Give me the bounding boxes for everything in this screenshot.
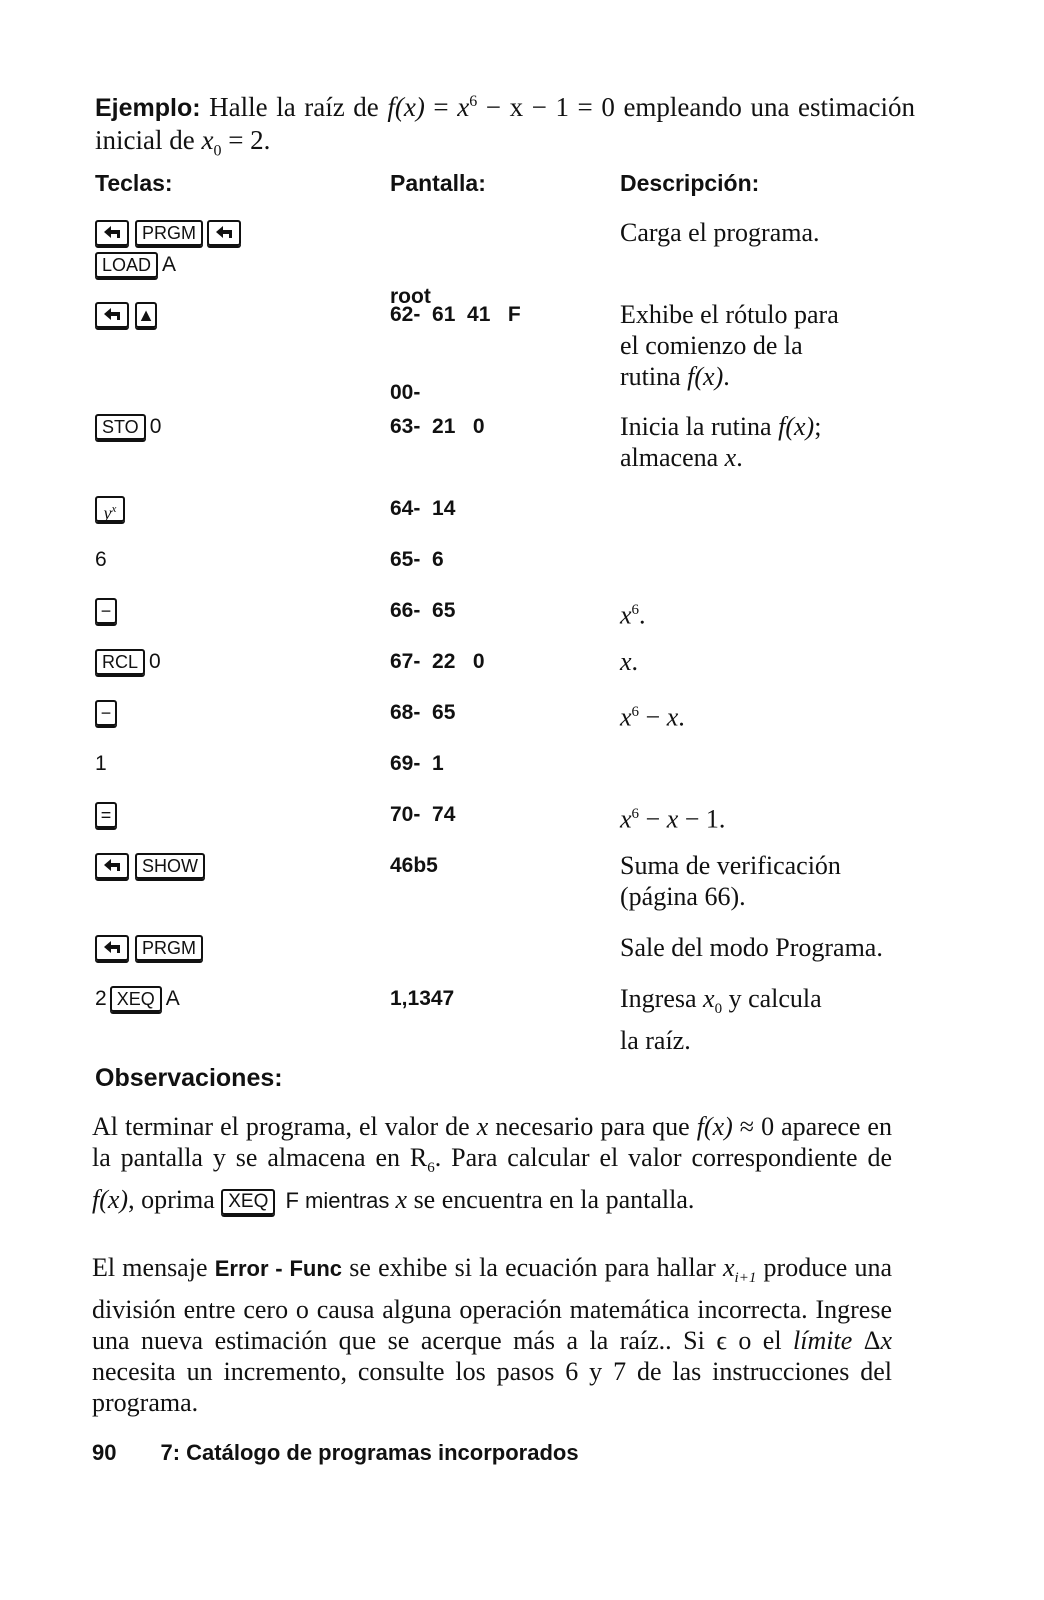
- observations-paragraph-2: El mensaje Error - Func se exhibe si la ecuación para hallar $x_{i+1}$ produce una división entre cero o causa alguna operación matemática incorrecta. Ingrese una nueva estimación que se acerque más a la raíz.. Si ϵ o el límite Δx necesita un incremento, consulte los pasos 6 y 7 de las instrucciones del programa.: [92, 1253, 893, 1418]
- keys-cell: 2 XEQ A: [95, 983, 180, 1015]
- keys-cell: [95, 932, 207, 964]
- display-cell: 46b5: [390, 854, 438, 877]
- observations-paragraph-1: Al terminar el programa, el valor de x necesario para que f(x) ≈ 0 aparece en la pantalla y se almacena en $R_6$. Para calcular el valor correspondiente de f(x), oprima XEQ F mientras x se encuentra en la pantalla.: [92, 1112, 892, 1215]
- description-cell: Sale del modo Programa.: [620, 933, 883, 962]
- keys-cell: [95, 595, 121, 627]
- description-cell: Suma de verificación (página 66).: [620, 851, 841, 911]
- description-cell: $x^6 - x - 1$.: [620, 804, 726, 834]
- keys-cell: PRGM LOAD A: [95, 217, 247, 281]
- shift-left-key-icon: [207, 220, 241, 246]
- display-cell: root 00-: [390, 285, 431, 404]
- shift-left-key-icon: [95, 220, 129, 246]
- display-cell: 62- 61 41 F: [390, 303, 521, 326]
- equals-key-icon: =: [95, 802, 117, 828]
- header-display: Pantalla:: [390, 170, 486, 196]
- display-cell: 1,1347: [390, 987, 455, 1010]
- observations-heading: Observaciones:: [95, 1064, 283, 1092]
- display-cell: 69- 1: [390, 752, 444, 775]
- header-description: Descripción:: [620, 170, 760, 196]
- display-cell: 66- 65: [390, 599, 456, 622]
- xeq-key: XEQ: [221, 1189, 275, 1215]
- keys-cell: [95, 799, 121, 831]
- keys-cell: RCL 0: [95, 646, 161, 678]
- display-cell: 63- 21 0: [390, 415, 485, 438]
- minus-key-icon: −: [95, 598, 117, 624]
- header-keys: Teclas:: [95, 170, 173, 196]
- minus-key-icon: −: [95, 700, 117, 726]
- description-cell: x.: [620, 647, 639, 676]
- display-cell: 67- 22 0: [390, 650, 485, 673]
- description-cell: $x^6 - x$.: [620, 702, 685, 732]
- keys-cell: [95, 850, 209, 882]
- y-power-x-key-icon: $y^x$: [95, 496, 125, 522]
- page-number: 90: [92, 1440, 117, 1465]
- keys-cell: [95, 299, 161, 331]
- prgm-key: PRGM: [135, 220, 203, 246]
- display-cell: 70- 74: [390, 803, 456, 826]
- display-cell: 68- 65: [390, 701, 456, 724]
- show-key: SHOW: [135, 853, 205, 879]
- xeq-key: XEQ: [110, 986, 162, 1012]
- shift-left-key-icon: [95, 935, 129, 961]
- intro-paragraph: Ejemplo: Halle la raíz de $f(x) = x^6 - x - 1 = 0$ empleando una estimación inicial de $x_0 = 2$.: [95, 92, 915, 160]
- display-cell: 64- 14: [390, 497, 456, 520]
- keys-cell: STO 0: [95, 411, 161, 443]
- shift-left-key-icon: [95, 853, 129, 879]
- keys-cell: 1: [95, 752, 107, 775]
- description-cell: $x^6$.: [620, 600, 646, 630]
- keys-cell: 6: [95, 548, 107, 571]
- description-cell: Ingresa $x_0$ y calcula la raíz.: [620, 984, 822, 1056]
- page-footer: [92, 1440, 579, 1466]
- error-message: Error - Func: [214, 1256, 343, 1281]
- keys-cell: [95, 697, 121, 729]
- keys-cell: [95, 493, 129, 525]
- sto-key: STO: [95, 414, 146, 440]
- load-key: LOAD: [95, 252, 158, 278]
- chapter-title: 7: Catálogo de programas incorporados: [160, 1440, 579, 1465]
- description-cell: Inicia la rutina f(x); almacena x.: [620, 412, 822, 472]
- description-cell: Exhibe el rótulo para el comienzo de la rutina f(x).: [620, 300, 839, 391]
- up-arrow-key-icon: ▲: [135, 302, 157, 328]
- shift-left-key-icon: [95, 302, 129, 328]
- display-cell: 65- 6: [390, 548, 444, 571]
- rcl-key: RCL: [95, 649, 145, 675]
- example-label: Ejemplo:: [95, 94, 201, 122]
- description-cell: Carga el programa.: [620, 218, 820, 247]
- prgm-key: PRGM: [135, 935, 203, 961]
